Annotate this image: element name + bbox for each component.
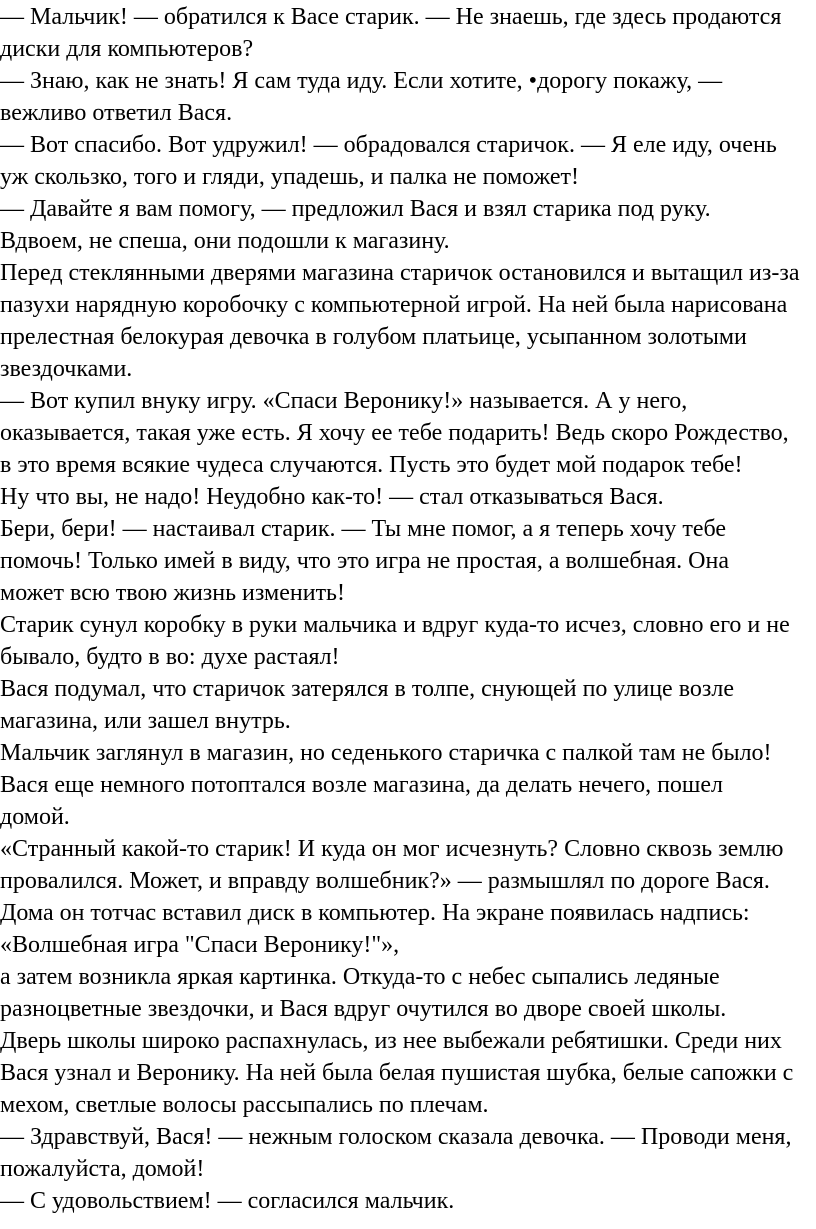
text-line: Перед стеклянными дверями магазина старичок остановился и вытащил из-за [0, 260, 800, 286]
text-line: — С удовольствием! — согласился мальчик. [0, 1188, 455, 1214]
text-line: «Волшебная игра "Спаси Веронику!"», [0, 932, 400, 958]
text-line: в это время всякие чудеса случаются. Пусть это будет мой подарок тебе! [0, 452, 743, 478]
text-line: Вася еще немного потоптался возле магазина, да делать нечего, пошел [0, 772, 724, 798]
text-line: мехом, светлые волосы рассыпались по плечам. [0, 1092, 489, 1118]
text-line: пожалуйста, домой! [0, 1156, 205, 1182]
text-line: Вася узнал и Веронику. На ней была белая пушистая шубка, белые сапожки с [0, 1060, 794, 1086]
text-line: магазина, или зашел внутрь. [0, 708, 291, 734]
text-line: — Давайте я вам помогу, — предложил Вася и взял старика под руку. [0, 196, 711, 222]
text-line: Вдвоем, не спеша, они подошли к магазину. [0, 228, 450, 254]
text-line: — Вот спасибо. Вот удружил! — обрадовался старичок. — Я еле иду, очень [0, 132, 777, 158]
text-line: — Вот купил внуку игру. «Спаси Веронику!» называется. А у него, [0, 388, 688, 414]
text-line: Ну что вы, не надо! Неудобно как-то! — стал отказываться Вася. [0, 484, 664, 510]
text-line: пазухи нарядную коробочку с компьютерной игрой. На ней была нарисована [0, 292, 788, 318]
text-line: провалился. Может, и вправду волшебник?» — размышлял по дороге Вася. [0, 868, 770, 894]
text-line: «Странный какой-то старик! И куда он мог исчезнуть? Словно сквозь землю [0, 836, 784, 862]
text-line: прелестная белокурая девочка в голубом платьице, усыпанном золотыми [0, 324, 747, 350]
text-line: а затем возникла яркая картинка. Откуда-то с небес сыпались ледяные [0, 964, 720, 990]
text-line: оказывается, такая уже есть. Я хочу ее тебе подарить! Ведь скоро Рождество, [0, 420, 789, 446]
text-line: — Знаю, как не знать! Я сам туда иду. Если хотите, •дорогу покажу, — [0, 68, 723, 94]
text-line: Вася подумал, что старичок затерялся в толпе, снующей по улице возле [0, 676, 734, 702]
text-line: домой. [0, 804, 70, 830]
text-line: Дома он тотчас вставил диск в компьютер. На экране появилась надпись: [0, 900, 750, 926]
text-line: бывало, будто в во: духе растаял! [0, 644, 340, 670]
text-line: может всю твою жизнь изменить! [0, 580, 345, 606]
text-line: диски для компьютеров? [0, 36, 254, 62]
text-line: уж скользко, того и гляди, упадешь, и палка не поможет! [0, 164, 579, 190]
text-line: помочь! Только имей в виду, что это игра не простая, а волшебная. Она [0, 548, 730, 574]
text-line: разноцветные звездочки, и Вася вдруг очутился во дворе своей школы. [0, 996, 727, 1022]
text-line: — Мальчик! — обратился к Васе старик. — Не знаешь, где здесь продаются [0, 4, 782, 30]
text-line: звездочками. [0, 356, 133, 382]
text-line: Мальчик заглянул в магазин, но седенького старичка с палкой там не было! [0, 740, 772, 766]
text-line: — Здравствуй, Вася! — нежным голоском сказала девочка. — Проводи меня, [0, 1124, 792, 1150]
text-line: Дверь школы широко распахнулась, из нее выбежали ребятишки. Среди них [0, 1028, 782, 1054]
text-line: Бери, бери! — настаивал старик. — Ты мне помог, а я теперь хочу тебе [0, 516, 727, 542]
text-line: Старик сунул коробку в руки мальчика и вдруг куда-то исчез, словно его и не [0, 612, 790, 638]
text-line: вежливо ответил Вася. [0, 100, 233, 126]
